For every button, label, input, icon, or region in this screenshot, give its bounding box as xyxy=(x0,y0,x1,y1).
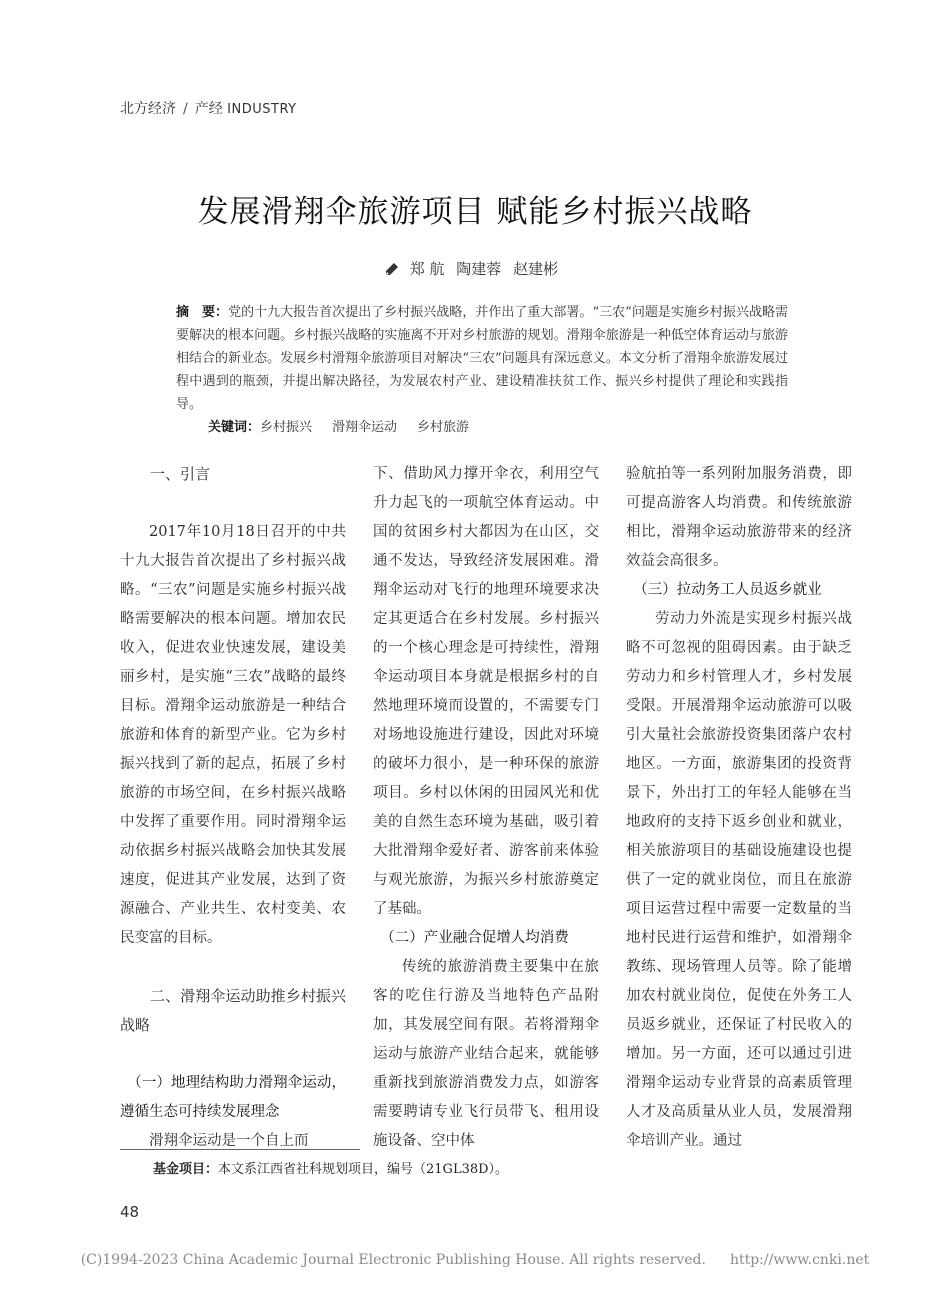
section-heading: 二、滑翔伞运动助推乡村振兴战略 xyxy=(120,987,346,1034)
body-column-1 xyxy=(120,460,346,1156)
copyright-url: http://www.cnki.net xyxy=(729,1252,870,1268)
article-title: 发展滑翔伞旅游项目 赋能乡村振兴战略 xyxy=(197,194,753,230)
author-name: 陶建蓉 xyxy=(456,260,502,278)
funding-label: 基金项目： xyxy=(153,1162,219,1177)
abstract xyxy=(176,301,788,416)
funding-text: 本文系江西省社科规划项目，编号（21GL38D）。 xyxy=(218,1162,509,1177)
page-number: 48 xyxy=(120,1203,140,1221)
running-header xyxy=(120,98,297,118)
keywords xyxy=(208,416,489,435)
body-column-2 xyxy=(373,460,599,1156)
keyword: 乡村振兴 xyxy=(260,420,313,435)
paragraph-continued: 验航拍等一系列附加服务消费，即可提高游客人均消费。和传统旅游相比，滑翔伞运动旅游带来的经济效益会高很多。 xyxy=(626,466,852,569)
author-name: 郑 航 xyxy=(409,260,445,278)
paragraph: 劳动力外流是实现乡村振兴战略不可忽视的阻碍因素。由于缺乏劳动力和乡村管理人才，乡村发展受限。开展滑翔伞运动旅游可以吸引大量社会旅游投资集团落户农村地区。一方面，旅游集团的投资背景下，外出打工的年轻人能够在当地政府的支持下返乡创业和就业，相关旅游项目的基础设施建设也提供了一定的就业岗位，而且在旅游项目运营过程中需要一定数量的当地村民进行运营和维护，如滑翔伞教练、现场管理人员等。除了能增加农村就业岗位，促使在外务工人员返乡就业，还保证了村民收入的增加。另一方面，还可以通过引进滑翔伞运动专业背景的高素质管理人才及高质量从业人员，发展滑翔伞培训产业。通过 xyxy=(626,611,852,1149)
funding-note xyxy=(153,1158,508,1177)
keywords-label: 关键词： xyxy=(208,420,261,435)
author-name: 赵建彬 xyxy=(513,260,559,278)
pen-icon xyxy=(385,262,399,276)
footnote-rule xyxy=(120,1149,360,1150)
copyright-text: (C)1994-2023 China Academic Journal Electronic Publishing House. All rights reserved. xyxy=(80,1252,706,1268)
author-line xyxy=(0,258,950,279)
subsection-heading: （一）地理结构助力滑翔伞运动，遵循生态可持续发展理念 xyxy=(120,1075,346,1120)
body-column-3 xyxy=(626,460,852,1156)
abstract-label: 摘 要： xyxy=(176,305,229,320)
abstract-text: 党的十九大报告首次提出了乡村振兴战略，并作出了重大部署。“三农”问题是实施乡村振兴战略需要解决的根本问题。乡村振兴战略的实施离不开对乡村旅游的规划。滑翔伞旅游是一种低空体育运动与旅游相结合的新业态。发展乡村滑翔伞旅游项目对解决“三农”问题具有深远意义。本文分析了滑翔伞旅游发展过程中遇到的瓶颈，并提出解决路径，为发展农村产业、建设精准扶贫工作、振兴乡村提供了理论和实践指导。 xyxy=(176,305,788,412)
subsection-heading: （二）产业融合促增人均消费 xyxy=(380,930,569,946)
subsection-heading: （三）拉动务工人员返乡就业 xyxy=(633,582,822,598)
keyword: 乡村旅游 xyxy=(417,420,470,435)
copyright-footer xyxy=(0,1252,950,1268)
paragraph-continued: 下、借助风力撑开伞衣，利用空气升力起飞的一项航空体育运动。中国的贫困乡村大都因为在山区，交通不发达，导致经济发展困难。滑翔伞运动对飞行的地理环境要求决定其更适合在乡村发展。乡村振兴的一个核心理念是可持续性，滑翔伞运动项目本身就是根据乡村的自然地理环境而设置的，不需要专门对场地设施进行建设，因此对环境的破坏力很小，是一种环保的旅游项目。乡村以休闲的田园风光和优美的自然生态环境为基础，吸引着大批滑翔伞爱好者、游客前来体验与观光旅游，为振兴乡村旅游奠定了基础。 xyxy=(373,466,599,917)
paragraph: 传统的旅游消费主要集中在旅客的吃住行游及当地特色产品附加，其发展空间有限。若将滑翔伞运动与旅游产业结合起来，就能够重新找到旅游消费发力点，如游客需要聘请专业飞行员带飞、租用设施设备、空中体 xyxy=(373,959,599,1149)
journal-name: 北方经济 xyxy=(120,101,176,117)
section-name-cn: 产经 xyxy=(194,101,223,117)
header-separator: / xyxy=(183,101,188,117)
paragraph: 2017年10月18日召开的中共十九大报告首次提出了乡村振兴战略。“三农”问题是实施乡村振兴战略需要解决的根本问题。增加农民收入，促进农业快速发展，建设美丽乡村，是实施“三农”战略的最终目标。滑翔伞运动旅游是一种结合旅游和体育的新型产业。它为乡村振兴找到了新的起点，拓展了乡村旅游的市场空间，在乡村振兴战略中发挥了重要作用。同时滑翔伞运动依据乡村振兴战略会加快其发展速度，促进其产业发展，达到了资源融合、产业共生、农村变美、农民变富的目标。 xyxy=(120,524,346,946)
paragraph: 滑翔伞运动是一个自上而 xyxy=(149,1133,309,1149)
section-heading: 一、引言 xyxy=(150,465,211,483)
keyword: 滑翔伞运动 xyxy=(332,420,398,435)
section-name-en: INDUSTRY xyxy=(227,102,297,117)
